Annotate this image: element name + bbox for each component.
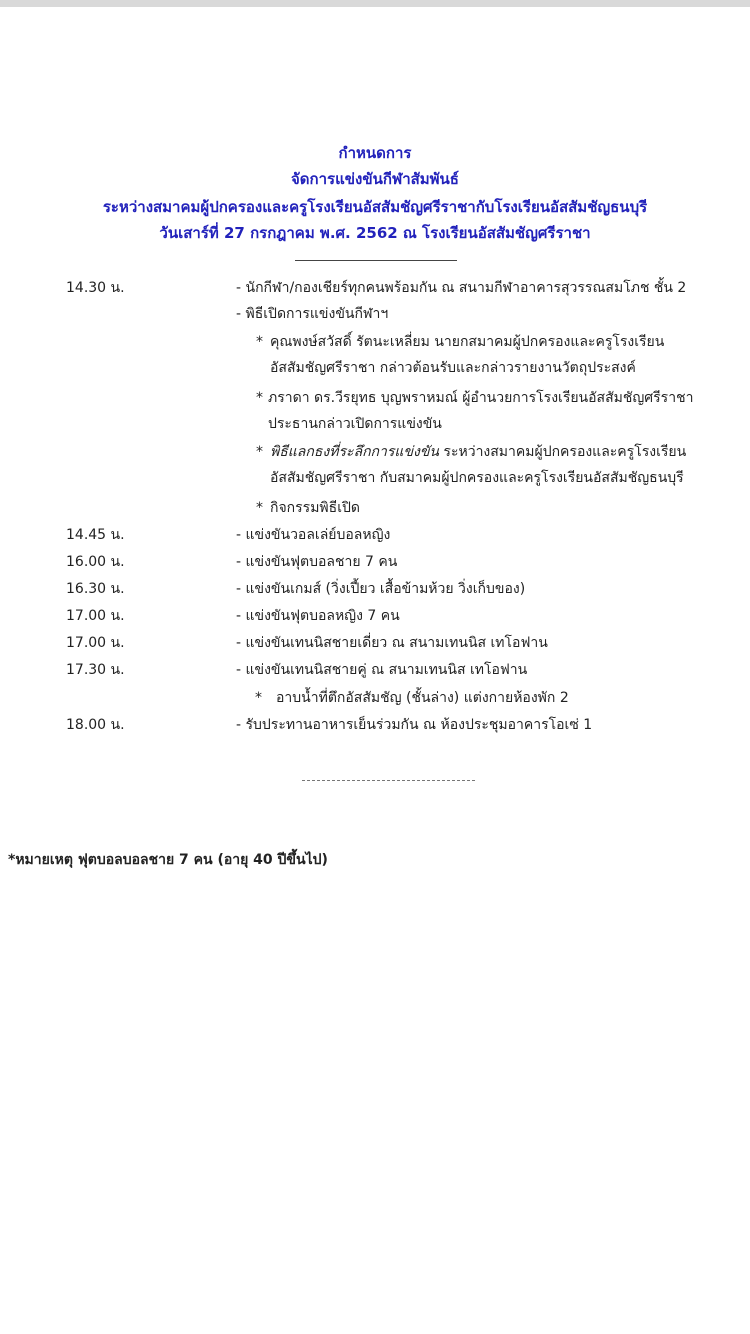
end-divider (302, 780, 475, 781)
schedule-time: 14.45 น. (66, 527, 125, 543)
schedule-event: - แข่งขันวอลเล่ย์บอลหญิง (236, 527, 391, 543)
ceremony-item-3-cont: อัสสัมชัญศรีราชา กับสมาคมผู้ปกครองและครูโรงเรียนอัสสัมชัญธนบุรี (270, 470, 684, 486)
event-title: จัดการแข่งขันกีฬาสัมพันธ์ (291, 170, 459, 188)
event-date-venue: วันเสาร์ที่ 27 กรกฎาคม พ.ศ. 2562 ณ โรงเรียนอัสสัมชัญศรีราชา (159, 224, 591, 242)
tennis-sub-note: อาบน้ำที่ตึกอัสสัมชัญ (ชั้นล่าง) แต่งกายห้องพัก 2 (276, 690, 569, 706)
schedule-event: - แข่งขันฟุตบอลชาย 7 คน (236, 554, 398, 570)
schedule-time: 17.00 น. (66, 635, 125, 651)
schedule-event: - แข่งขันเทนนิสชายเดี่ยว ณ สนามเทนนิส เทโอฟาน (236, 635, 548, 651)
bullet-star: * (256, 500, 263, 516)
schedule-event: - รับประทานอาหารเย็นร่วมกัน ณ ห้องประชุมอาคารโอเซ่ 1 (236, 717, 593, 733)
event-participants: ระหว่างสมาคมผู้ปกครองและครูโรงเรียนอัสสัมชัญศรีราชากับโรงเรียนอัสสัมชัญธนบุรี (102, 198, 648, 216)
schedule-time: 16.30 น. (66, 581, 125, 597)
header-divider (295, 260, 457, 261)
schedule-event: - แข่งขันเกมส์ (วิ่งเปี้ยว เสื้อข้ามห้วย วิ่งเก็บของ) (236, 581, 526, 597)
footnote: *หมายเหตุ ฟุตบอลบอลชาย 7 คน (อายุ 40 ปีขึ้นไป) (8, 852, 328, 868)
bullet-star: * (256, 390, 263, 406)
ceremony-item-4: กิจกรรมพิธีเปิด (270, 500, 360, 516)
ceremony-item-1: คุณพงษ์สวัสดิ์ รัตนะเหลี่ยม นายกสมาคมผู้ปกครองและครูโรงเรียน (270, 334, 665, 350)
schedule-time: 14.30 น. (66, 280, 125, 296)
ceremony-item-2: ภราดา ดร.วีรยุทธ บุญพราหมณ์ ผู้อำนวยการโรงเรียนอัสสัมชัญศรีราชา (268, 390, 694, 406)
flag-exchange-detail: ระหว่างสมาคมผู้ปกครองและครูโรงเรียน (438, 444, 687, 460)
top-status-strip (0, 0, 750, 7)
schedule-event: - แข่งขันฟุตบอลหญิง 7 คน (236, 608, 400, 624)
bullet-star: * (256, 334, 263, 350)
ceremony-item-1-cont: อัสสัมชัญศรีราชา กล่าวต้อนรับและกล่าวรายงานวัตถุประสงค์ (270, 360, 636, 376)
schedule-heading: กำหนดการ (338, 144, 412, 162)
schedule-event: - แข่งขันเทนนิสชายคู่ ณ สนามเทนนิส เทโอฟาน (236, 662, 528, 678)
schedule-event: - นักกีฬา/กองเชียร์ทุกคนพร้อมกัน ณ สนามกีฬาอาคารสุวรรณสมโภช ชั้น 2 (236, 280, 687, 296)
ceremony-item-2-cont: ประธานกล่าวเปิดการแข่งขัน (268, 416, 442, 432)
bullet-star: * (255, 690, 262, 706)
schedule-time: 17.00 น. (66, 608, 125, 624)
bullet-star: * (256, 444, 263, 460)
schedule-time: 17.30 น. (66, 662, 125, 678)
schedule-time: 18.00 น. (66, 717, 125, 733)
flag-exchange-label: พิธีแลกธงที่ระลึกการแข่งขัน (270, 444, 439, 460)
schedule-time: 16.00 น. (66, 554, 125, 570)
ceremony-item-3 (270, 440, 686, 464)
schedule-event: - พิธีเปิดการแข่งขันกีฬาฯ (236, 306, 389, 322)
